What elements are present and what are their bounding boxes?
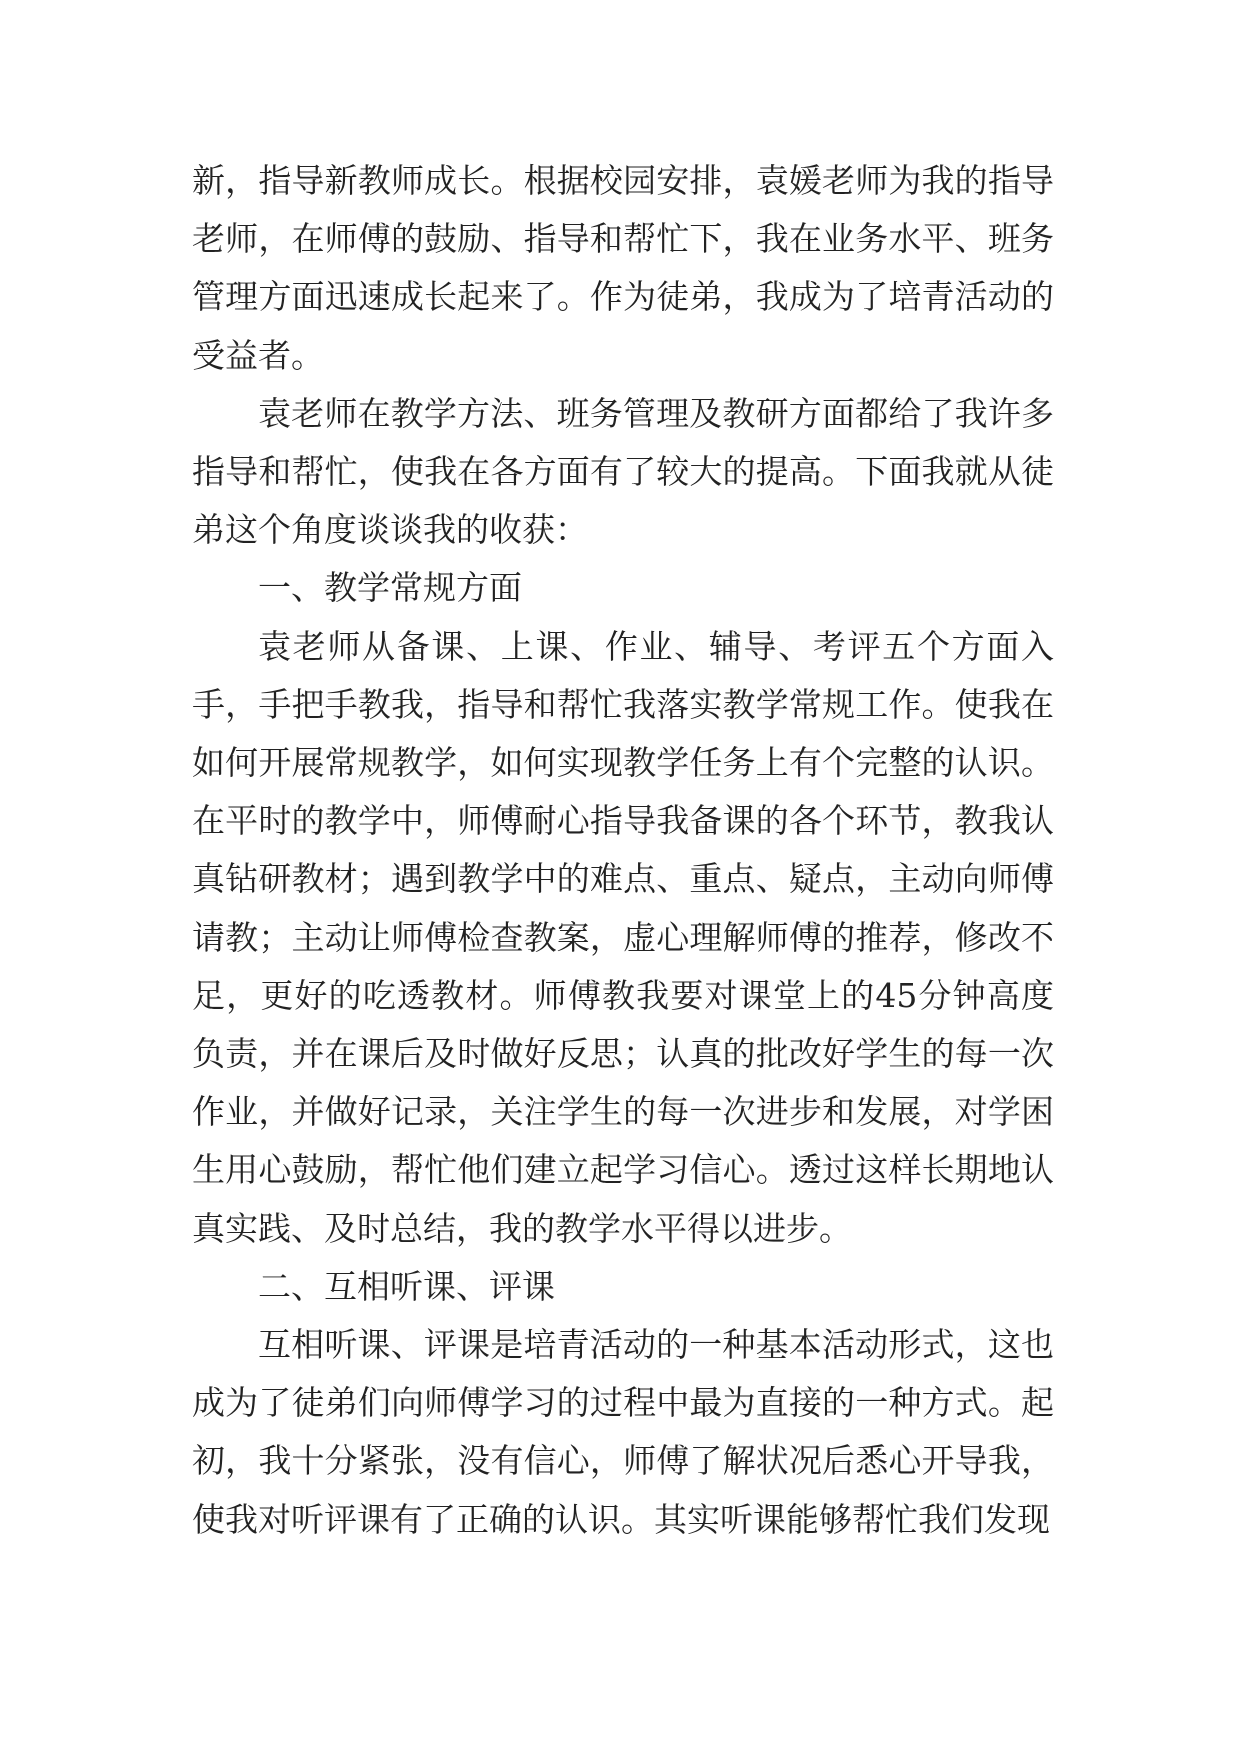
section-heading-lesson-observation: 二、互相听课、评课 <box>258 1266 555 1306</box>
paragraph-intro-continued: 新，指导新教师成长。根据校园安排，袁媛老师为我的指导老师，在师傅的鼓励、指导和帮忙下，我在业务水平、班务管理方面迅速成长起来了。作为徒弟，我成为了培青活动的受益者。 <box>192 161 1054 375</box>
paragraph-teaching-routine: 袁老师从备课、上课、作业、辅导、考评五个方面入手，手把手教我，指导和帮忙我落实教学常规工作。使我在如何开展常规教学，如何实现教学任务上有个完整的认识。在平时的教学中，师傅耐心指导我备课的各个环节，教我认真钻研教材；遇到教学中的难点、重点、疑点，主动向师傅请教；主动让师傅检查教案，虚心理解师傅的推荐，修改不足，更好的吃透教材。师傅教我要对课堂上的45分钟高度负责，并在课后及时做好反思；认真的批改好学生的每一次作业，并做好记录，关注学生的每一次进步和发展，对学困生用心鼓励，帮忙他们建立起学习信心。透过这样长期地认真实践、及时总结，我的教学水平得以进步。 <box>192 626 1054 1248</box>
document-body <box>192 152 1054 1549</box>
paragraph-mentor-help: 袁老师在教学方法、班务管理及教研方面都给了我许多指导和帮忙，使我在各方面有了较大的提高。下面我就从徒弟这个角度谈谈我的收获： <box>192 393 1054 550</box>
section-heading-teaching-routine: 一、教学常规方面 <box>258 568 522 608</box>
paragraph-lesson-observation: 互相听课、评课是培青活动的一种基本活动形式，这也成为了徒弟们向师傅学习的过程中最为直接的一种方式。起初，我十分紧张，没有信心，师傅了解状况后悉心开导我，使我对听评课有了正确的认识。其实听课能够帮忙我们发现 <box>192 1325 1054 1539</box>
